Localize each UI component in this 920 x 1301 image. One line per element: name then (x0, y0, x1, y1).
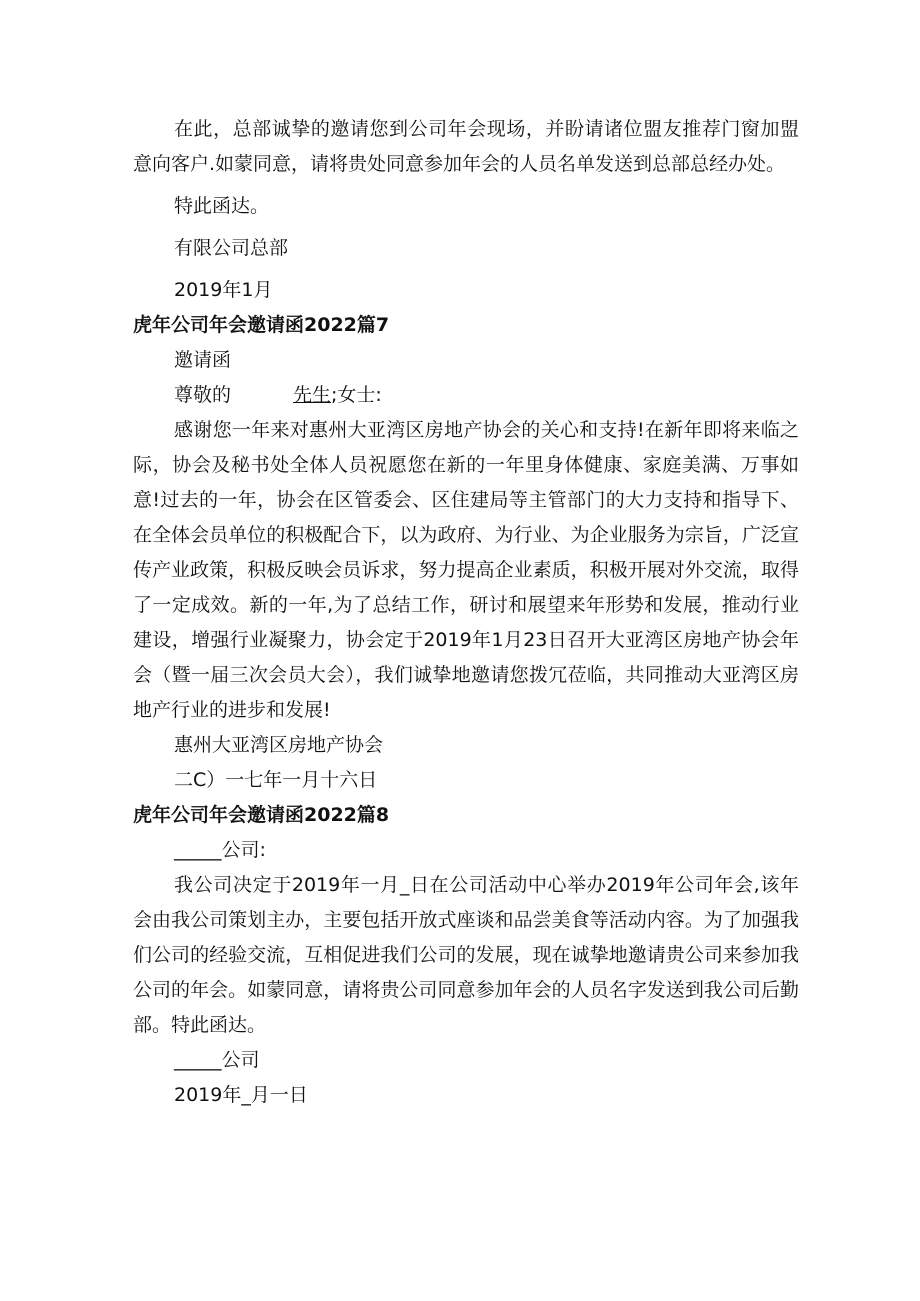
section6-paragraph: 在此，总部诚挚的邀请您到公司年会现场，并盼请诸位盟友推荐门窗加盟意向客户.如蒙同意，请将贵处同意参加年会的人员名单发送到总部总经办处。 (133, 118, 799, 175)
salutation-prefix: 尊敬的 (174, 384, 232, 406)
section7-salutation (133, 378, 799, 413)
section8-salutation (133, 833, 799, 868)
signature-blank: _____ (174, 1049, 222, 1071)
section7-heading: 虎年公司年会邀请函2022篇7 (133, 314, 390, 336)
signature-text: 公司 (221, 1049, 260, 1071)
salutation-text: 公司: (221, 839, 266, 861)
section8-body: 我公司决定于2019年一月_日在公司活动中心举办2019年公司年会,该年会由我公司策划主办，主要包括开放式座谈和品尝美食等活动内容。为了加强我们公司的经验交流，互相促进我们公司的发展，现在诚挚地邀请贵公司来参加我公司的年会。如蒙同意，请将贵公司同意参加年会的人员名字发送到我公司后勤部。特此函达。 (133, 874, 799, 1036)
section8-signature (133, 1043, 799, 1078)
section7-body: 感谢您一年来对惠州大亚湾区房地产协会的关心和支持!在新年即将来临之际，协会及秘书处全体人员祝愿您在新的一年里身体健康、家庭美满、万事如意!过去的一年，协会在区管委会、区住建局等主管部门的大力支持和指导下、在全体会员单位的积极配合下，以为政府、为行业、为企业服务为宗旨，广泛宣传产业政策，积极反映会员诉求，努力提高企业素质，积极开展对外交流，取得了一定成效。新的一年,为了总结工作，研讨和展望来年形势和发展，推动行业建设，增强行业凝聚力，协会定于2019年1月23日召开大亚湾区房地产协会年会（暨一届三次会员大会），我们诚挚地邀请您拨冗莅临，共同推动大亚湾区房地产行业的进步和发展! (133, 419, 799, 721)
section7-signature: 惠州大亚湾区房地产协会 (174, 734, 384, 756)
section7-title: 邀请函 (174, 349, 232, 371)
company-blank: _____ (174, 839, 222, 861)
section6-signature: 有限公司总部 (174, 237, 289, 259)
section8-date: 2019年_月一日 (174, 1084, 308, 1106)
document-page (133, 112, 799, 1113)
section6-date: 2019年1月 (174, 279, 273, 301)
section6-closing: 特此函达。 (174, 195, 270, 217)
salutation-name: 先生 (293, 384, 332, 406)
salutation-tail: ;女士: (331, 384, 382, 406)
section8-heading: 虎年公司年会邀请函2022篇8 (133, 804, 390, 826)
section7-date: 二C）一七年一月十六日 (174, 769, 378, 791)
